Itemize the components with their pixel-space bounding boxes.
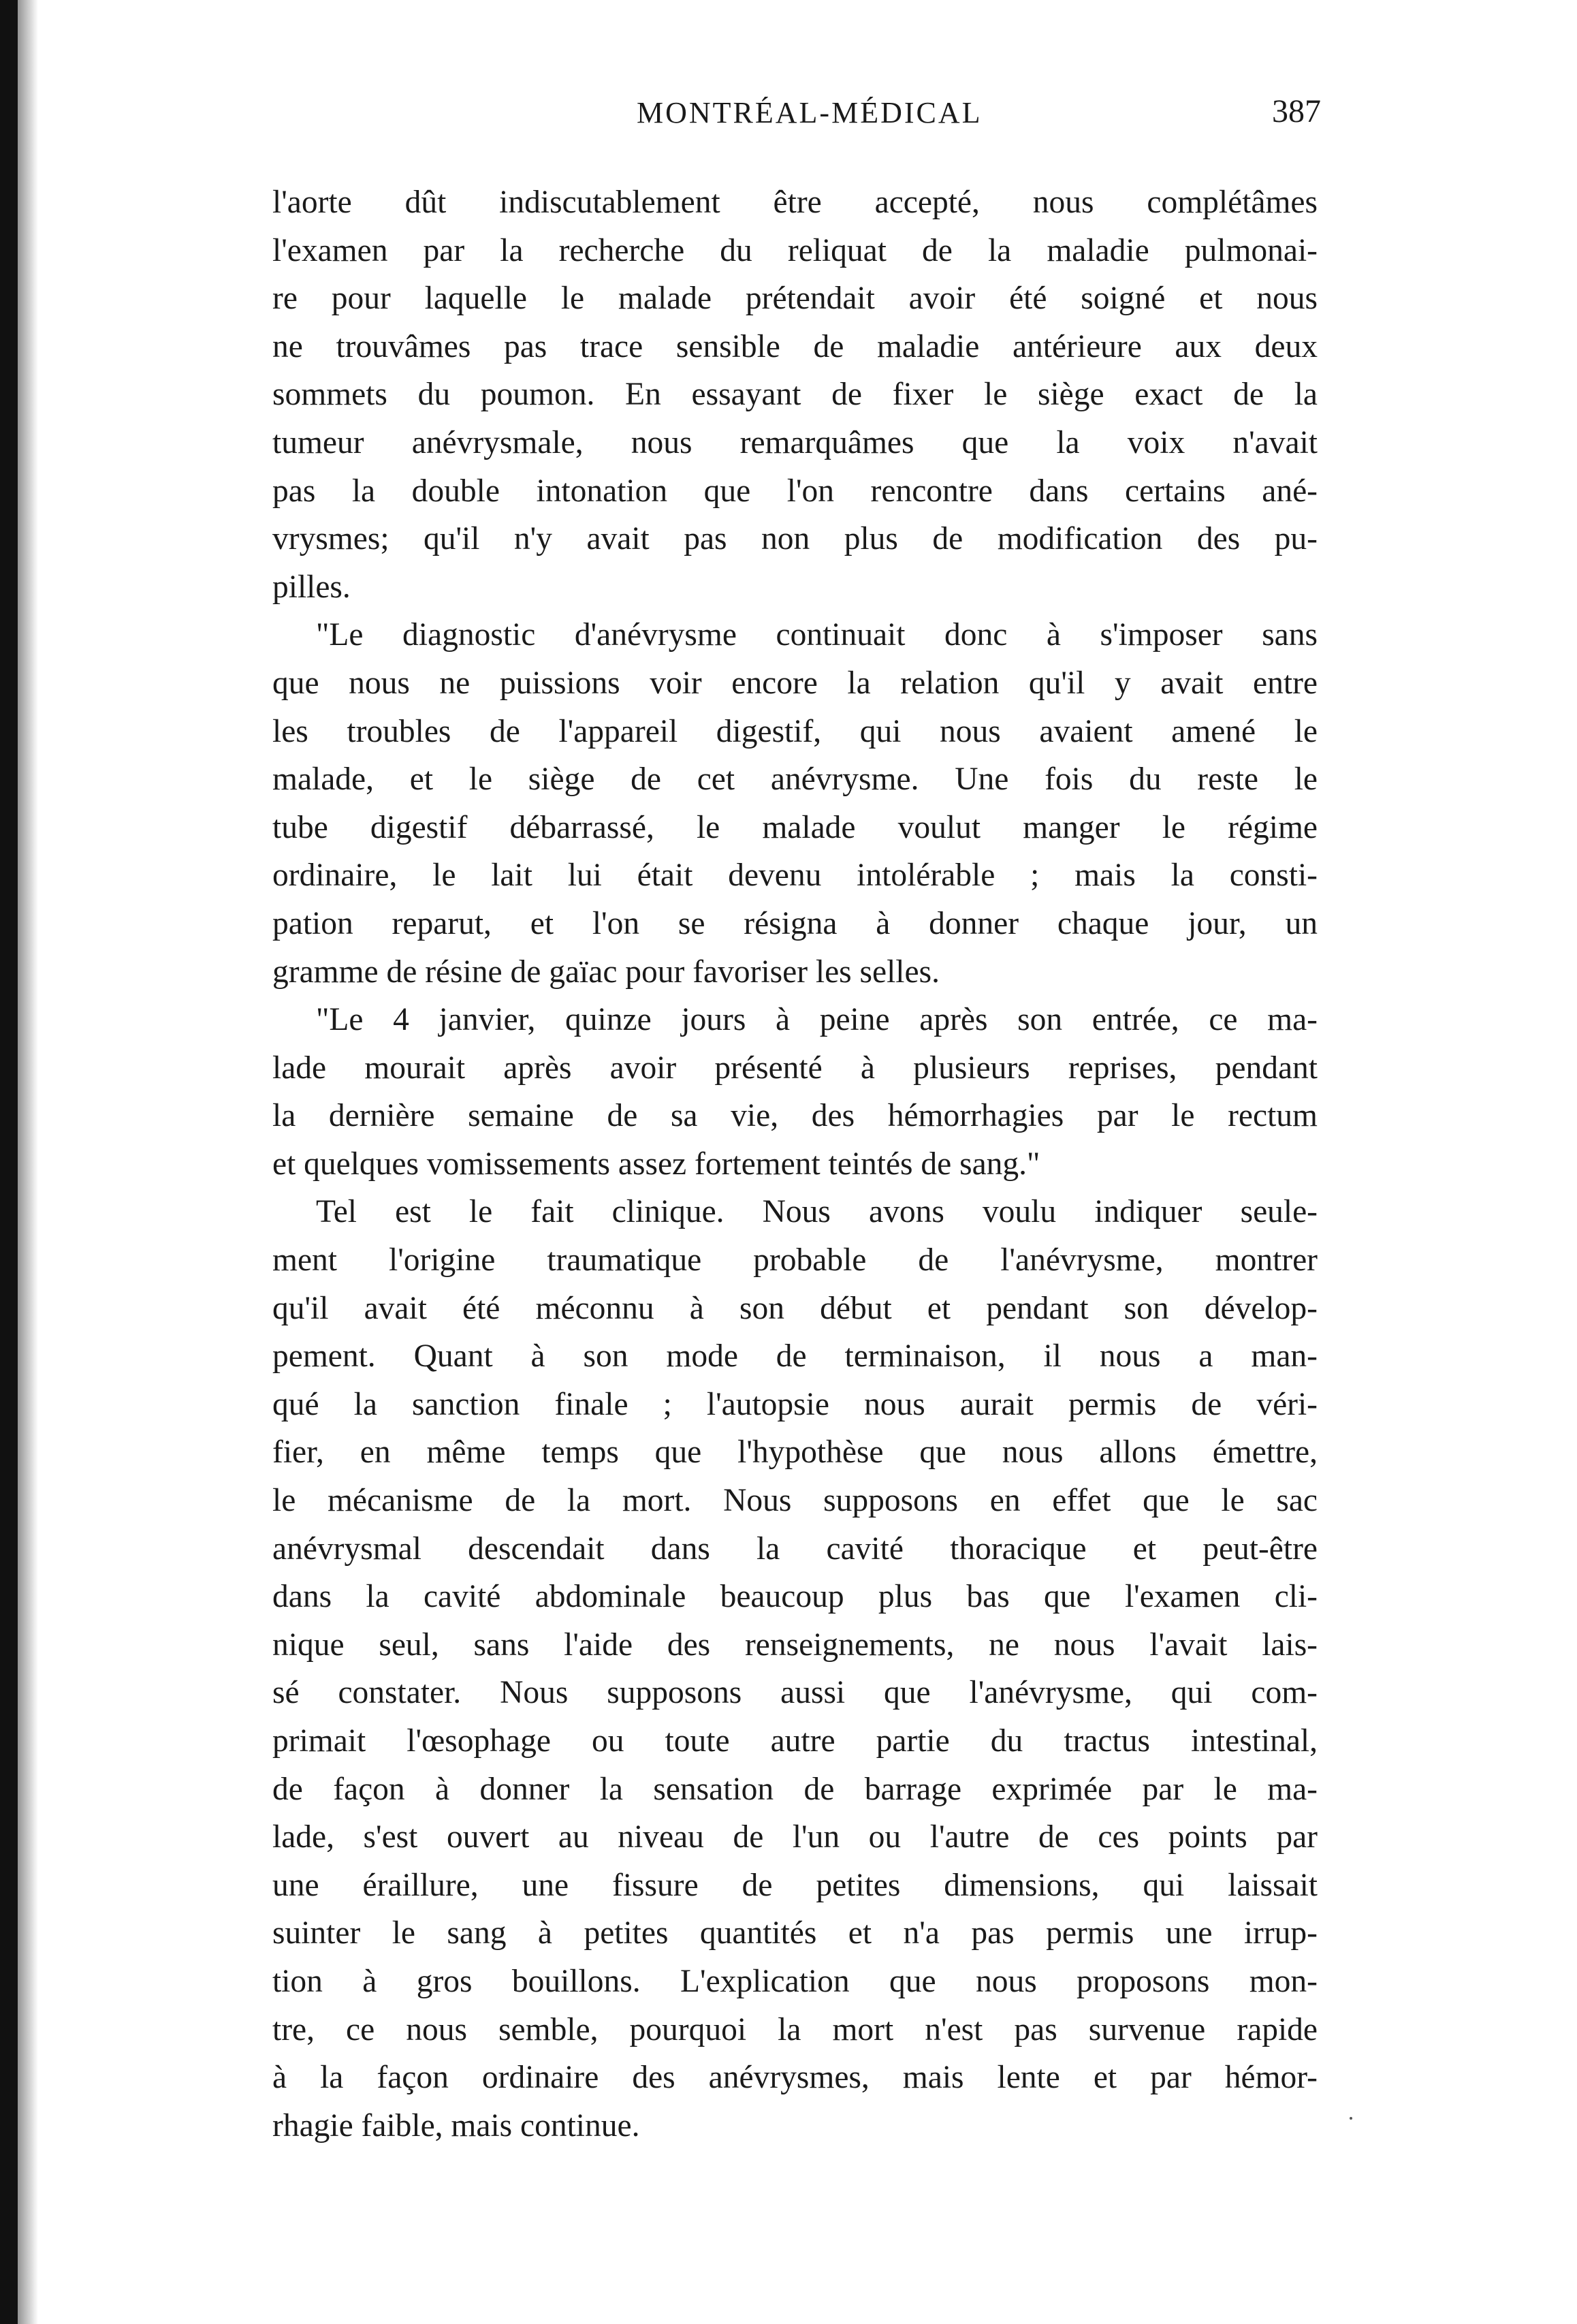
body-text [272, 178, 1318, 2150]
text-line: l'aorte dût indiscutablement être accepté, nous complétâmes [272, 185, 1318, 220]
text-line: l'examen par la recherche du reliquat de la maladie pulmonai- [272, 232, 1318, 268]
text-line: gramme de résine de gaïac pour favoriser les selles. [272, 954, 940, 990]
print-speck [1350, 2117, 1352, 2120]
text-line: tre, ce nous semble, pourquoi la mort n'est pas survenue rapide [272, 2011, 1318, 2047]
text-line: qu'il avait été méconnu à son début et pendant son dévelop- [272, 1290, 1318, 1326]
text-line: une éraillure, une fissure de petites dimensions, qui laissait [272, 1867, 1318, 1903]
text-line: suinter le sang à petites quantités et n'a pas permis une irrup- [272, 1915, 1318, 1951]
text-line: dans la cavité abdominale beaucoup plus bas que l'examen cli- [272, 1579, 1318, 1615]
text-line: que nous ne puissions voir encore la relation qu'il y avait entre [272, 665, 1318, 701]
text-line: pation reparut, et l'on se résigna à donner chaque jour, un [272, 905, 1318, 941]
text-line: qué la sanction finale ; l'autopsie nous aurait permis de véri- [272, 1386, 1318, 1422]
page-number: 387 [1272, 93, 1321, 129]
binding-shadow [18, 0, 38, 2324]
text-line: "Le 4 janvier, quinze jours à peine après son entrée, ce ma- [316, 1002, 1318, 1038]
text-line: tube digestif débarrassé, le malade voulut manger le régime [272, 809, 1318, 845]
text-line: "Le diagnostic d'anévrysme continuait donc à s'imposer sans [316, 617, 1318, 653]
text-line: tumeur anévrysmale, nous remarquâmes que la voix n'avait [272, 424, 1318, 460]
text-line: tion à gros bouillons. L'explication que nous proposons mon- [272, 1963, 1318, 1999]
page-header [266, 95, 1321, 143]
text-line: pement. Quant à son mode de terminaison, il nous a man- [272, 1338, 1318, 1375]
text-line: à la façon ordinaire des anévrysmes, mais lente et par hémor- [272, 2060, 1318, 2096]
text-line: le mécanisme de la mort. Nous supposons en effet que le sac [272, 1483, 1318, 1519]
text-line: pas la double intonation que l'on rencontre dans certains ané- [272, 473, 1318, 509]
text-line: Tel est le fait clinique. Nous avons voulu indiquer seule- [316, 1194, 1318, 1230]
text-line: malade, et le siège de cet anévrysme. Une fois du reste le [272, 761, 1318, 798]
text-line: fier, en même temps que l'hypothèse que nous allons émettre, [272, 1434, 1318, 1471]
text-line: pilles. [272, 569, 351, 605]
text-line: ment l'origine traumatique probable de l'anévrysme, montrer [272, 1242, 1318, 1278]
text-line: rhagie faible, mais continue. [272, 2107, 640, 2144]
text-line: les troubles de l'appareil digestif, qui nous avaient amené le [272, 713, 1318, 749]
text-line: primait l'œsophage ou toute autre partie du tractus intestinal, [272, 1723, 1318, 1759]
binding-edge [0, 0, 18, 2324]
text-line: vrysmes; qu'il n'y avait pas non plus de modification des pu- [272, 521, 1318, 557]
text-line: sommets du poumon. En essayant de fixer le siège exact de la [272, 377, 1318, 413]
text-line: sé constater. Nous supposons aussi que l'anévrysme, qui com- [272, 1675, 1318, 1711]
text-line: et quelques vomissements assez fortement teintés de sang." [272, 1146, 1040, 1182]
text-line: de façon à donner la sensation de barrage exprimée par le ma- [272, 1771, 1318, 1807]
running-title: MONTRÉAL-MÉDICAL [637, 96, 983, 129]
text-line: la dernière semaine de sa vie, des hémorrhagies par le rectum [272, 1098, 1318, 1134]
text-line: re pour laquelle le malade prétendait avoir été soigné et nous [272, 281, 1318, 317]
text-line: lade, s'est ouvert au niveau de l'un ou l'autre de ces points par [272, 1819, 1318, 1855]
text-line: ordinaire, le lait lui était devenu intolérable ; mais la consti- [272, 858, 1318, 894]
text-line: nique seul, sans l'aide des renseignements, ne nous l'avait lais- [272, 1627, 1318, 1663]
text-line: anévrysmal descendait dans la cavité thoracique et peut-être [272, 1530, 1318, 1567]
text-line: lade mourait après avoir présenté à plusieurs reprises, pendant [272, 1050, 1318, 1086]
text-line: ne trouvâmes pas trace sensible de maladie antérieure aux deux [272, 328, 1318, 364]
